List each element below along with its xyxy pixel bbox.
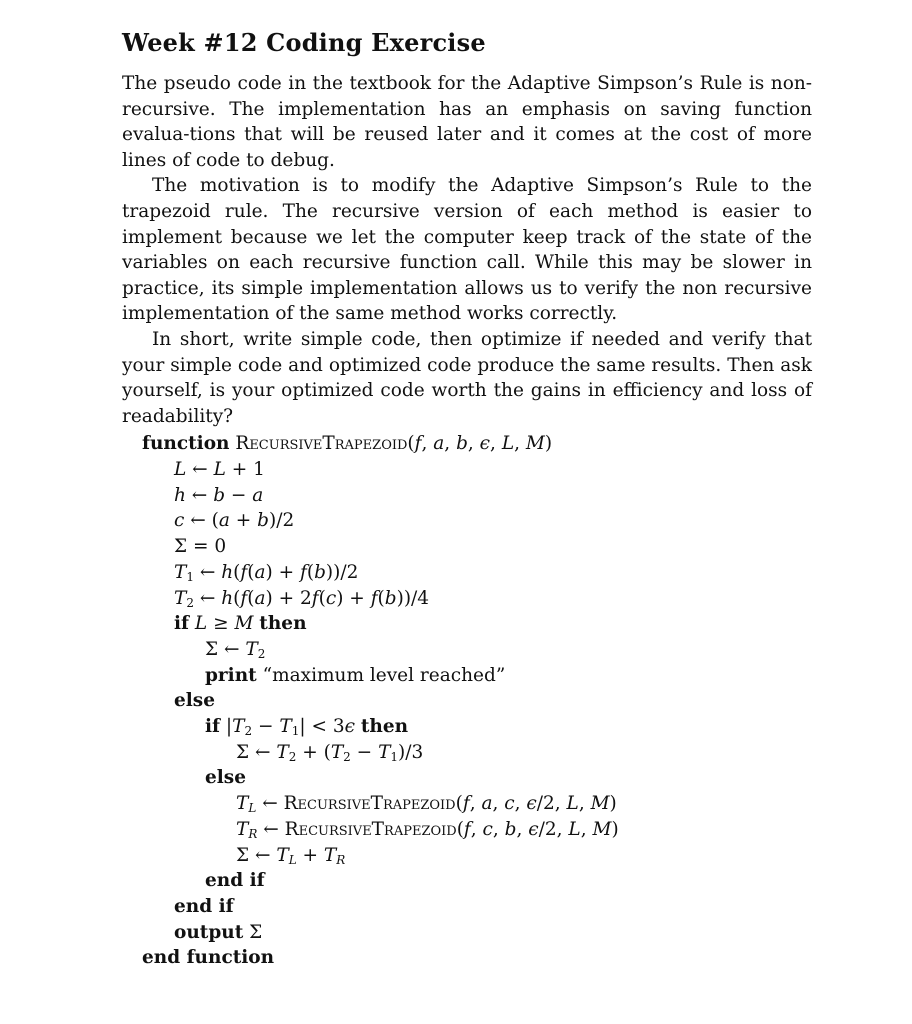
- paragraph-3: In short, write simple code, then optimize if needed and verify that your simple code and optimized code produce the same results. Then ask yourself, is your optimized code worth the gains in efficiency and loss of readability?: [122, 328, 812, 427]
- print-message: “maximum level reached”: [262, 664, 506, 686]
- keyword-print: print: [205, 664, 257, 686]
- algo-line: $T_L$ ← RecursiveTrapezoid(f, a, c, ϵ/2, L, M): [236, 793, 617, 816]
- algo-line: $T_2$ ← h(f(a) + 2f(c) + f(b))/4: [174, 587, 430, 610]
- keyword-output: output: [174, 921, 244, 943]
- keyword-else: else: [205, 767, 246, 789]
- algo-line: Σ ← $T_2$: [205, 638, 266, 661]
- procedure-name: RecursiveTrapezoid: [284, 818, 457, 840]
- document-page: [122, 28, 812, 971]
- keyword-else: else: [174, 690, 215, 712]
- algo-line: Σ ← $T_L + T_R$: [236, 844, 346, 867]
- procedure-name: RecursiveTrapezoid: [283, 793, 456, 815]
- paragraph-1: The pseudo code in the textbook for the Adaptive Simpson’s Rule is non-recursive. The implementation has an emphasis on saving function evalua-tions that will be reused later and it comes at the cost of more lines of code to debug.: [122, 73, 812, 171]
- keyword-end-function: end function: [142, 947, 275, 969]
- algo-line: Σ = 0: [174, 536, 227, 558]
- algo-line: if L ≥ M then: [174, 613, 307, 635]
- algo-line: $T_1$ ← h(f(a) + f(b))/2: [174, 561, 359, 584]
- keyword-then: then: [259, 613, 307, 635]
- keyword-then: then: [360, 716, 409, 738]
- keyword-end-if: end if: [205, 870, 265, 892]
- keyword-if: if: [174, 613, 189, 635]
- pseudocode-algorithm: [142, 431, 812, 971]
- procedure-name: RecursiveTrapezoid: [235, 433, 408, 455]
- paragraph-2: The motivation is to modify the Adaptive Simpson’s Rule to the trapezoid rule. The recursive version of each method is easier to implement because we let the computer keep track of the state of the variables on each recursive function call. While this may be slower in practice, its simple implementation allows us to verify the non recursive implementation of the same method works correctly.: [122, 175, 812, 325]
- algo-line: if $|T_2 - T_1| < 3\epsilon$ then: [205, 716, 409, 739]
- algo-line: c ← (a + b)/2: [174, 510, 295, 532]
- algo-line: output Σ: [174, 921, 263, 943]
- algo-line: Σ ← $T_2 + (T_2 - T_1)/3$: [236, 741, 424, 764]
- algo-line: L ← L + 1: [174, 459, 265, 481]
- algo-line-header: function RecursiveTrapezoid(f, a, b, ϵ, L, M): [142, 433, 553, 455]
- algo-line: [142, 663, 812, 689]
- keyword-function: function: [142, 433, 230, 455]
- algo-line: $T_R$ ← RecursiveTrapezoid(f, c, b, ϵ/2, L, M): [236, 818, 619, 841]
- algo-line: h ← b − a: [174, 484, 264, 506]
- keyword-end-if: end if: [174, 895, 234, 917]
- page-title: Week #12 Coding Exercise: [122, 28, 486, 57]
- keyword-if: if: [205, 716, 220, 738]
